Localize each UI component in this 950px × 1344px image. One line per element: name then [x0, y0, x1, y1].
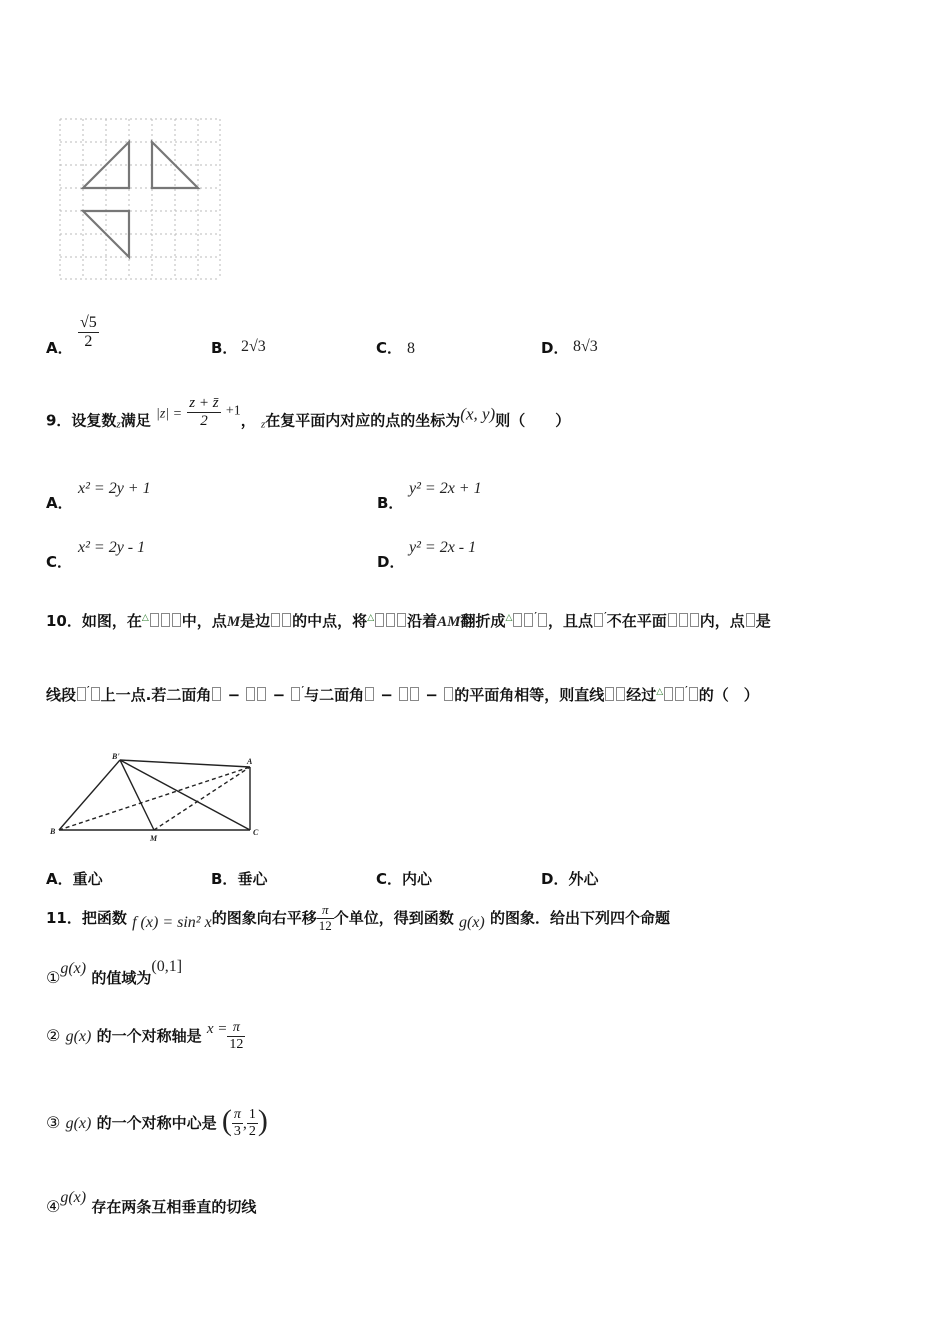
- label-a: A: [247, 757, 253, 766]
- q8-option-c-label: C．: [376, 339, 403, 357]
- q8-option-d-label: D．: [541, 339, 569, 357]
- segment-b-prime-m: [120, 760, 154, 830]
- front-view-triangle: [83, 142, 129, 188]
- q8-option-a-value: $\frac{√5}{2}$: [80, 314, 97, 351]
- q10-option-d: D．外心: [541, 870, 599, 888]
- segment-b-prime-b: [59, 760, 120, 830]
- q8-option-b-label: B．: [211, 339, 238, 357]
- q10-stem-line2: 线段 ′ 上一点.若二面角 − − ′与二面角 − − 的平面角相等，则直线 经过△ ′ 的（ ）: [46, 685, 759, 704]
- segment-b-prime-a: [120, 760, 250, 767]
- label-c: C: [253, 828, 259, 837]
- q9-option-d-label: D．: [377, 553, 405, 571]
- label-b-prime: B': [112, 752, 120, 761]
- three-view-figure: [56, 115, 224, 283]
- q9-option-a-label: A．: [46, 494, 73, 512]
- q9-option-c-label: C．: [46, 553, 73, 571]
- q10-option-c: C．内心: [376, 870, 433, 888]
- folding-figure: [46, 750, 266, 846]
- q11-stem: 11．把函数 f (x) = sin² x的图象向右平移 $\frac{\pi}{12}$ 个单位，得到函数 g(x) 的图象．给出下列四个命题: [46, 902, 670, 933]
- q10-stem-line1: 10．如图，在△ 中，点M是边 的中点，将△ 沿着AM翻折成△ ′ ，且点 ′不在平面 内，点 是: [46, 611, 771, 630]
- q11-item-1: ①g(x) 的值域为(0,1]: [46, 958, 183, 987]
- q11-item-3: ③ g(x) 的一个对称中心是 ( $\frac{\pi}{3}$ , $\frac{1}{2}$ ): [46, 1104, 268, 1139]
- q11-item-4: ④g(x) 存在两条互相垂直的切线: [46, 1189, 257, 1216]
- q9-option-b-value: y² = 2x + 1: [409, 480, 482, 497]
- label-m: M: [150, 834, 158, 843]
- q8-option-d-value: 8√3: [573, 338, 598, 355]
- q9-option-a-value: x² = 2y + 1: [78, 480, 151, 497]
- q8-option-a-label: A．: [46, 339, 73, 357]
- q10-option-b: B．垂心: [211, 870, 268, 888]
- q10-option-a: A．重心: [46, 870, 103, 888]
- q9-stem: 9．设复数$_z$满足 |z| = $\frac{z + z̄}{2}$ +1， $_z$在复平面内对应的点的坐标为(x, y)则（ ）: [46, 395, 571, 431]
- label-b: B: [50, 827, 56, 836]
- segment-ab-dashed: [59, 767, 250, 830]
- q8-option-c-value: 8: [407, 340, 415, 357]
- q9-option-c-value: x² = 2y - 1: [78, 539, 146, 556]
- segment-b-prime-c: [120, 760, 250, 830]
- segment-am-dashed: [154, 767, 250, 830]
- q11-item-2: ② g(x) 的一个对称轴是 x = $\frac{\pi}{12}$: [46, 1020, 244, 1053]
- q9-option-d-value: y² = 2x - 1: [409, 539, 477, 556]
- q9-option-b-label: B．: [377, 494, 404, 512]
- q8-option-b-value: 2√3: [241, 338, 266, 355]
